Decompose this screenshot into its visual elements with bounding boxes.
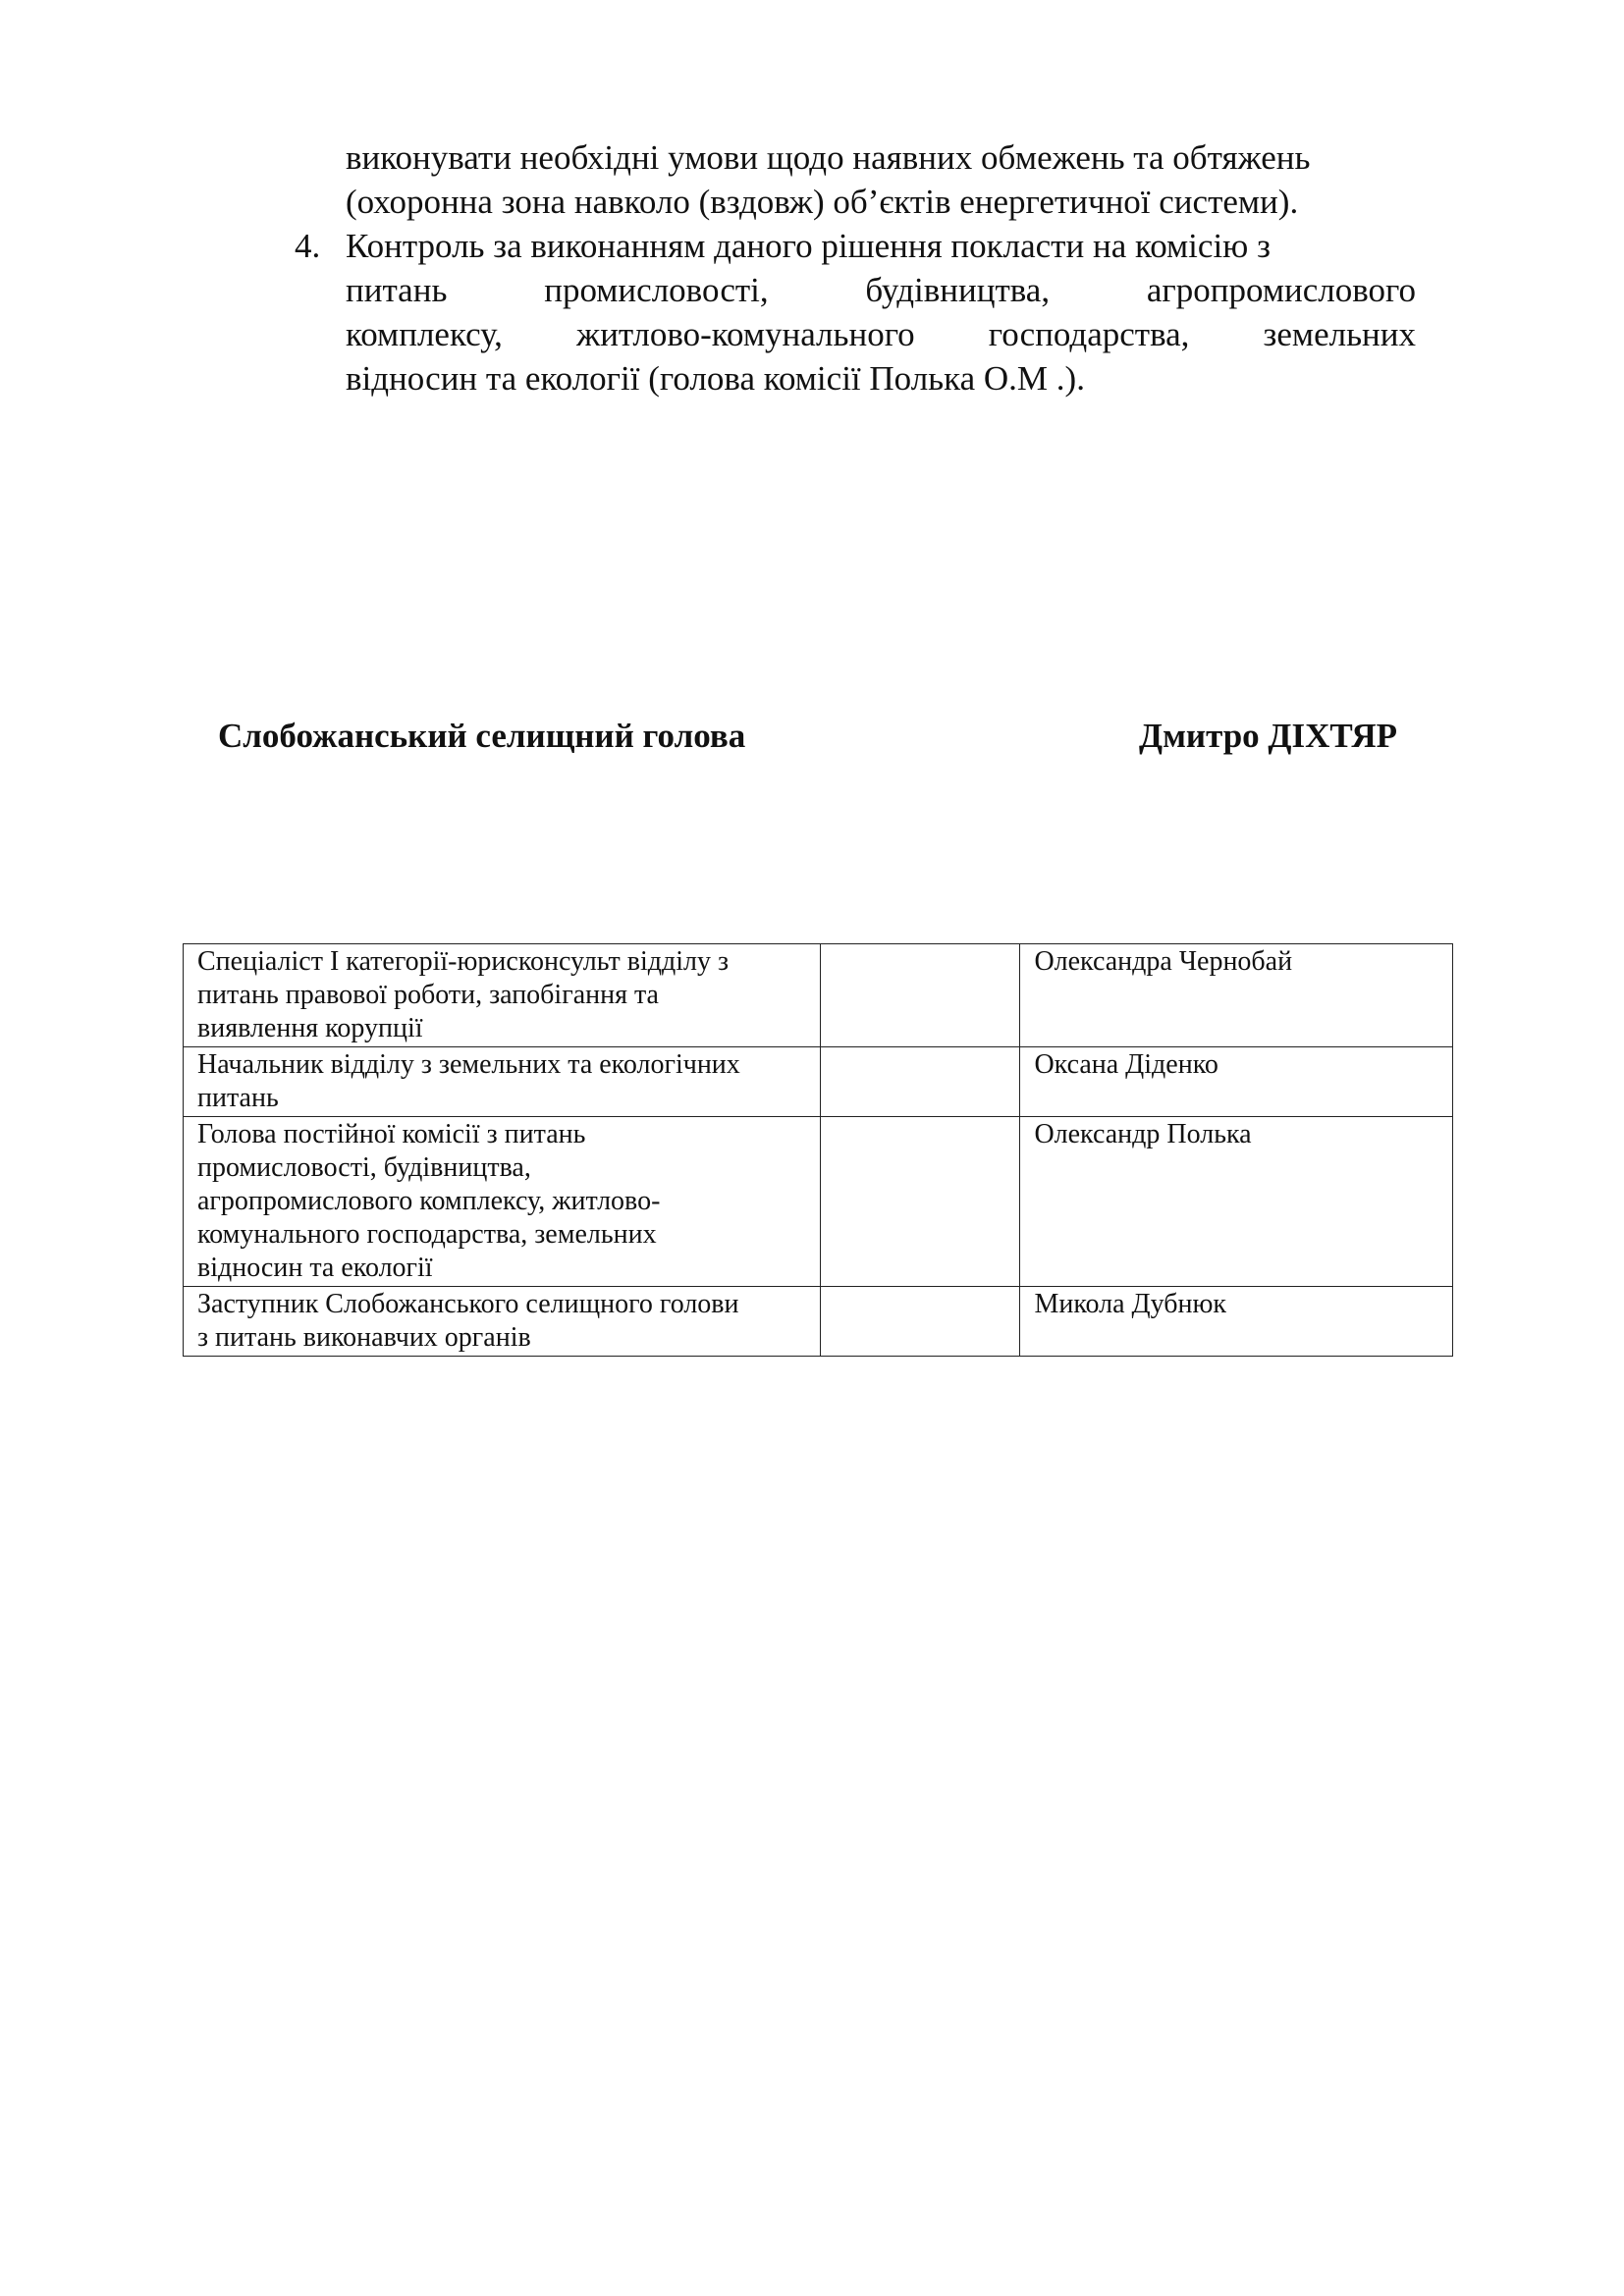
item-4-number: 4. bbox=[295, 227, 321, 265]
name-cell: Олександра Чернобай bbox=[1020, 944, 1453, 1047]
signature-cell bbox=[820, 1287, 1020, 1357]
item-3-line-2: (охоронна зона навколо (вздовж) об’єктів енергетичної системи). bbox=[346, 183, 1299, 221]
position-cell bbox=[184, 1117, 821, 1287]
position-line: комунального господарства, земельних bbox=[197, 1219, 657, 1250]
table-row bbox=[184, 1287, 1453, 1357]
position-line: відносин та екології bbox=[197, 1253, 433, 1283]
position-line: Голова постійної комісії з питань bbox=[197, 1119, 586, 1149]
item-4-line-4: відносин та екології (голова комісії Полька О.М .). bbox=[346, 359, 1085, 398]
approvals-table bbox=[183, 943, 1453, 1357]
table-row bbox=[184, 1117, 1453, 1287]
item-3-continuation bbox=[346, 135, 1435, 224]
position-cell bbox=[184, 1287, 821, 1357]
table-row bbox=[184, 1047, 1453, 1117]
position-cell bbox=[184, 944, 821, 1047]
name-cell: Олександр Полька bbox=[1020, 1117, 1453, 1287]
name-cell: Микола Дубнюк bbox=[1020, 1287, 1453, 1357]
item-3-line-1: виконувати необхідні умови щодо наявних обмежень та обтяжень bbox=[346, 138, 1311, 177]
position-line: промисловості, будівництва, bbox=[197, 1152, 531, 1183]
position-line: питань bbox=[197, 1083, 279, 1113]
position-line: питань правової роботи, запобігання та bbox=[197, 980, 659, 1010]
position-cell bbox=[184, 1047, 821, 1117]
position-line: Заступник Слобожанського селищного голови bbox=[197, 1289, 739, 1319]
table-row bbox=[184, 944, 1453, 1047]
signature-cell bbox=[820, 944, 1020, 1047]
position-line: виявлення корупції bbox=[197, 1013, 423, 1043]
position-line: Начальник відділу з земельних та екологічних bbox=[197, 1049, 740, 1080]
item-4-line-2: питань промисловості, будівництва, агропромислового bbox=[346, 271, 1416, 309]
name-cell: Оксана Діденко bbox=[1020, 1047, 1453, 1117]
position-line: з питань виконавчих органів bbox=[197, 1322, 531, 1353]
signature-cell bbox=[820, 1117, 1020, 1287]
signature-cell bbox=[820, 1047, 1020, 1117]
signature-name: Дмитро ДІХТЯР bbox=[1139, 717, 1398, 755]
signature-title: Слобожанський селищний голова bbox=[218, 717, 746, 755]
position-line: агропромислового комплексу, житлово- bbox=[197, 1186, 661, 1216]
item-4-line-1: Контроль за виконанням даного рішення покласти на комісію з bbox=[346, 227, 1271, 265]
position-line: Спеціаліст І категорії-юрисконсульт відділу з bbox=[197, 946, 730, 977]
item-4-line-3: комплексу, житлово-комунального господарства, земельних bbox=[346, 315, 1416, 353]
item-4-text bbox=[346, 224, 1416, 400]
